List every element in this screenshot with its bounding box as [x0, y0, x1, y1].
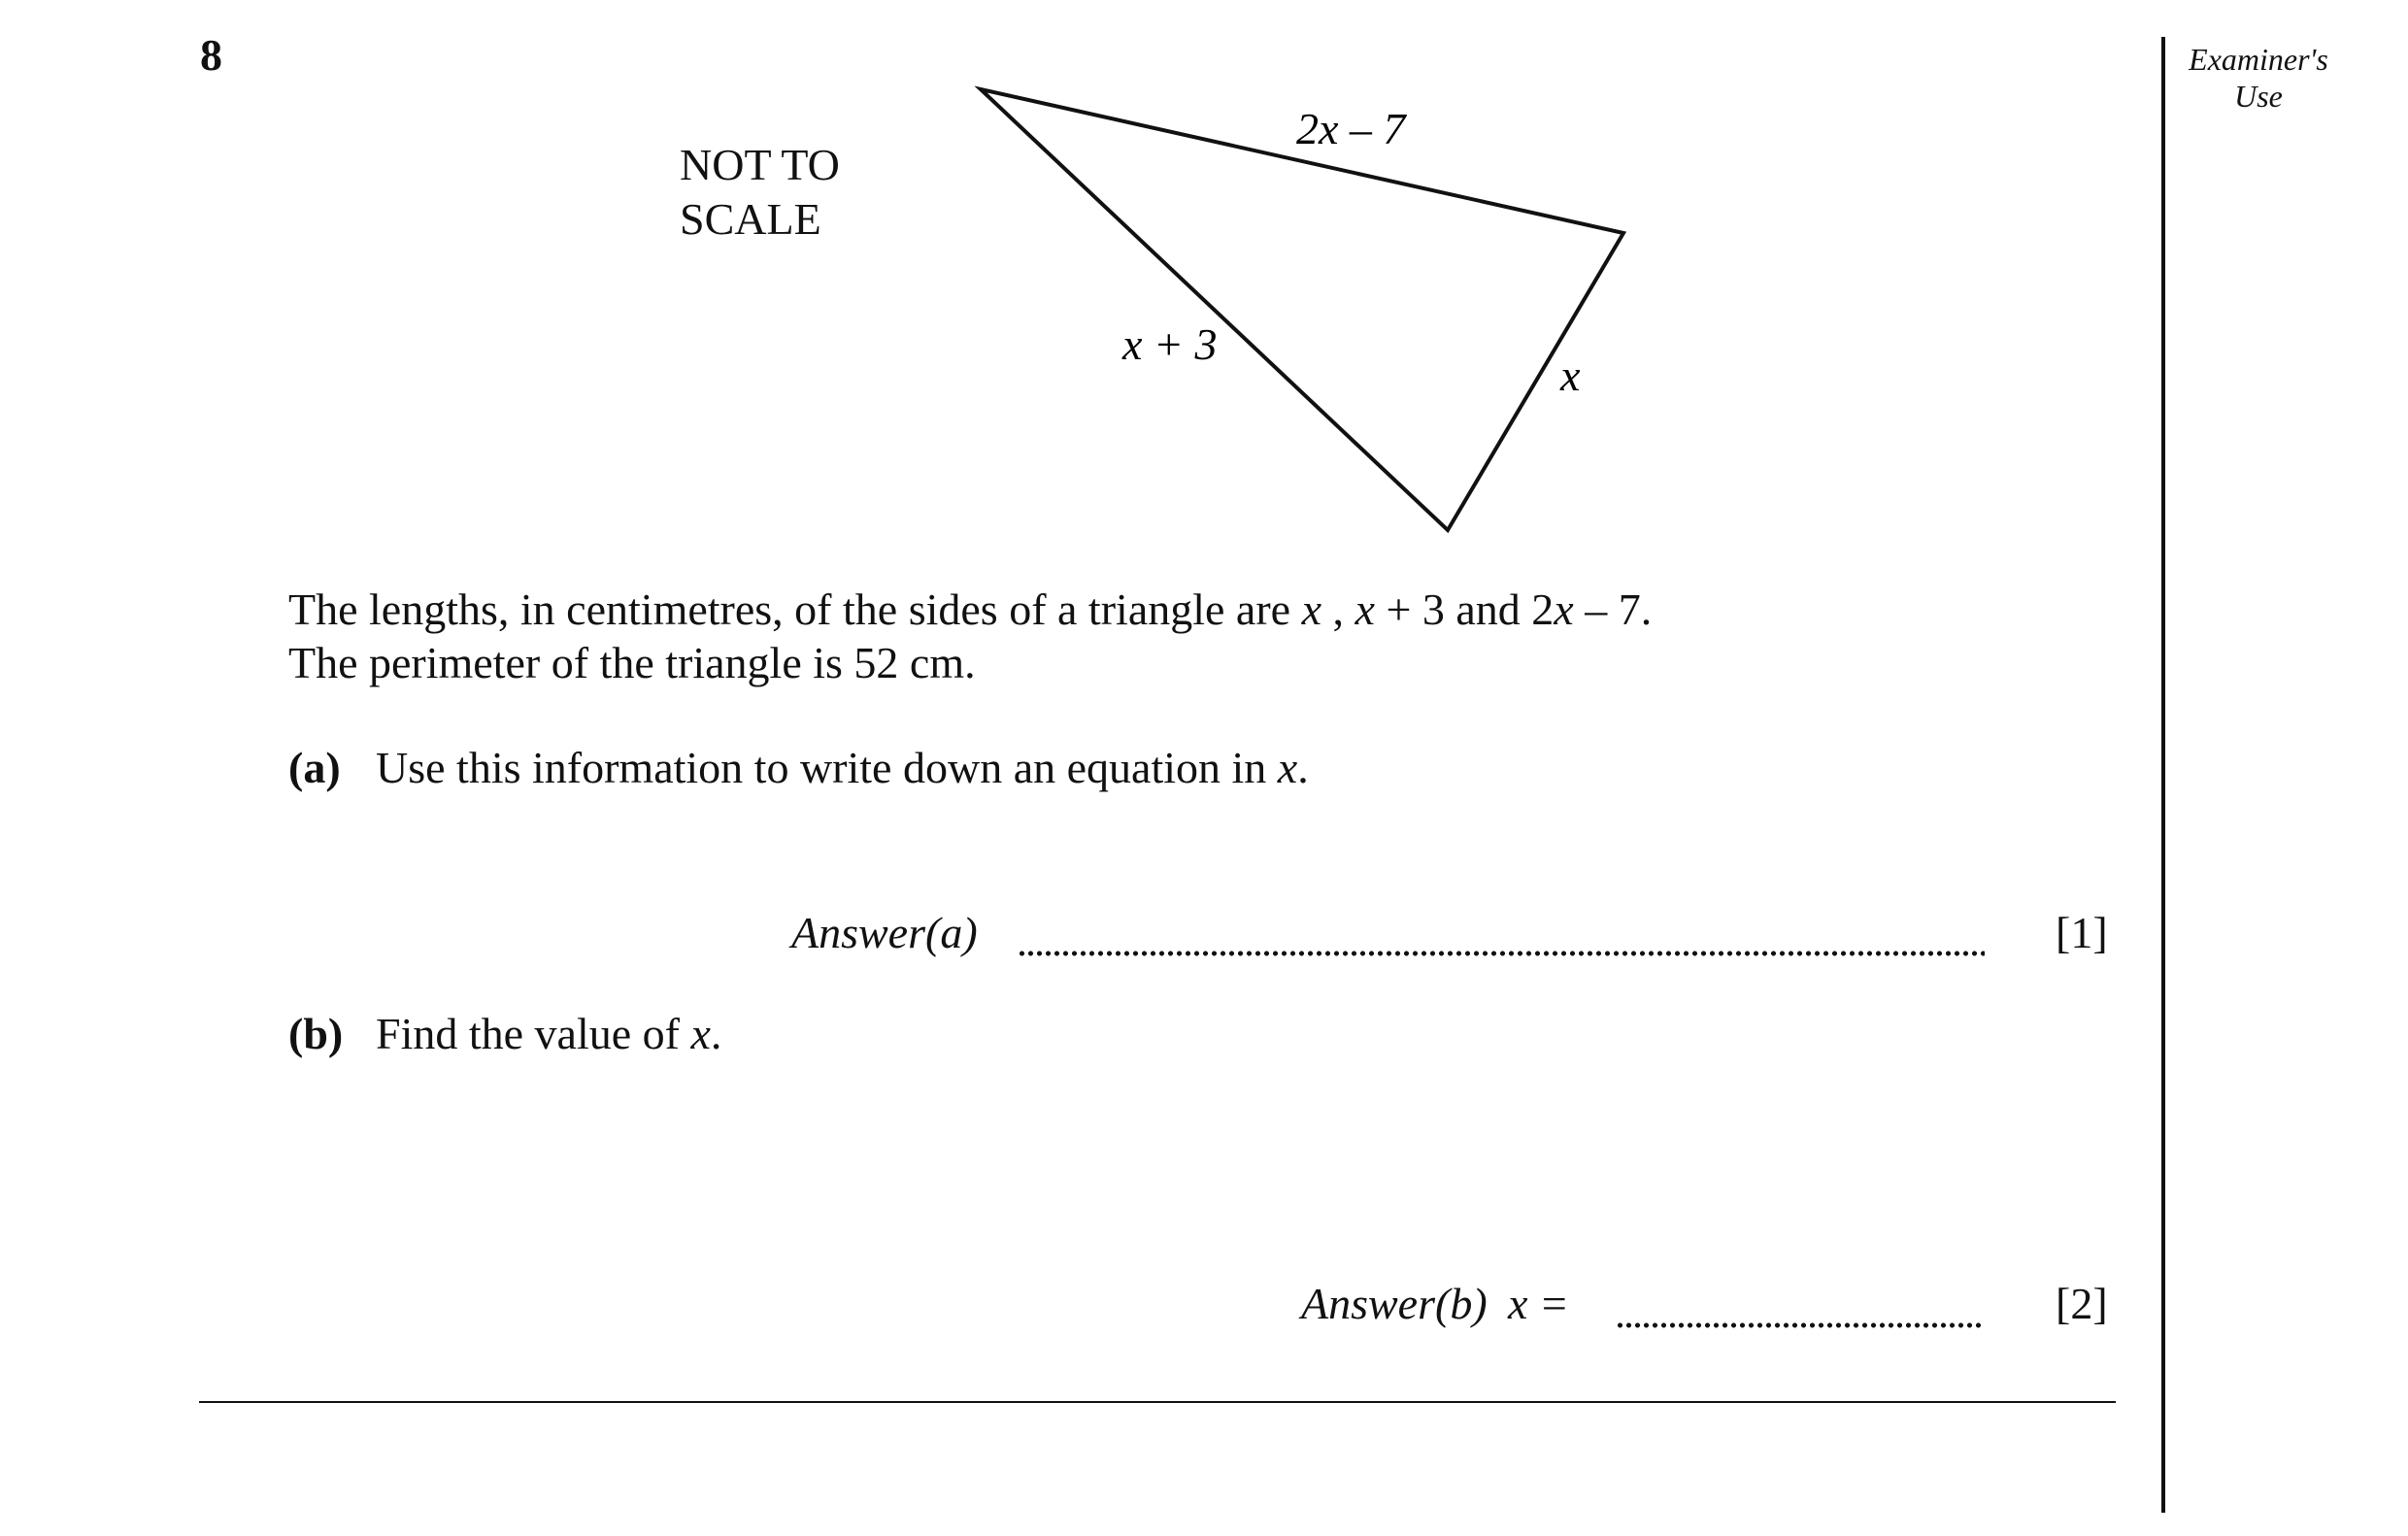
- answer-b-line[interactable]: [1616, 1321, 1985, 1329]
- part-b-question: [288, 1008, 721, 1059]
- side-label-top: 2x – 7: [1296, 104, 1406, 153]
- part-a-question: [288, 742, 1309, 793]
- question-number: 8: [200, 30, 222, 80]
- bottom-rule: [199, 1401, 2116, 1403]
- answer-a-label: Answer(a): [791, 908, 978, 957]
- part-a-end: .: [1297, 743, 1309, 792]
- part-b-label: (b): [288, 1009, 344, 1058]
- part-a-text: Use this information to write down an equation in: [376, 743, 1278, 792]
- stem-line-2: The perimeter of the triangle is 52 cm.: [288, 638, 976, 688]
- answer-a-line[interactable]: [1018, 950, 1985, 957]
- answer-b-var: x =: [1508, 1279, 1569, 1328]
- part-b-marks: [2]: [2056, 1279, 2108, 1328]
- triangle-shape: [981, 89, 1623, 530]
- stem-text-d: – 7.: [1573, 584, 1653, 634]
- scale-note-line2: SCALE: [680, 194, 821, 245]
- stem-var-x3: x: [1554, 584, 1574, 634]
- scale-note-line1: NOT TO: [680, 140, 840, 189]
- part-a-label: (a): [288, 743, 341, 792]
- stem-var-x2: x: [1354, 584, 1375, 634]
- examiner-use-line1: Examiner's: [2189, 42, 2328, 77]
- part-b-end: .: [710, 1009, 722, 1058]
- side-label-right: x: [1560, 351, 1581, 400]
- stem-text-b: ,: [1321, 584, 1355, 634]
- part-a-marks: [1]: [2056, 908, 2108, 957]
- question-stem: [288, 583, 1652, 689]
- side-label-left: x + 3: [1122, 319, 1218, 369]
- examiner-use-line2: Use: [2234, 79, 2283, 115]
- stem-line-1: [288, 583, 1652, 636]
- part-b-var: x: [690, 1009, 711, 1058]
- part-b-text: Find the value of: [376, 1009, 691, 1058]
- stem-text-c: + 3 and 2: [1374, 584, 1555, 634]
- answer-b-label: Answer(b): [1301, 1279, 1488, 1328]
- stem-text-a: The lengths, in centimetres, of the sides of a triangle are: [288, 584, 1302, 634]
- triangle-diagram: [0, 0, 2408, 583]
- part-a-var: x: [1277, 743, 1298, 792]
- stem-var-x1: x: [1301, 584, 1322, 634]
